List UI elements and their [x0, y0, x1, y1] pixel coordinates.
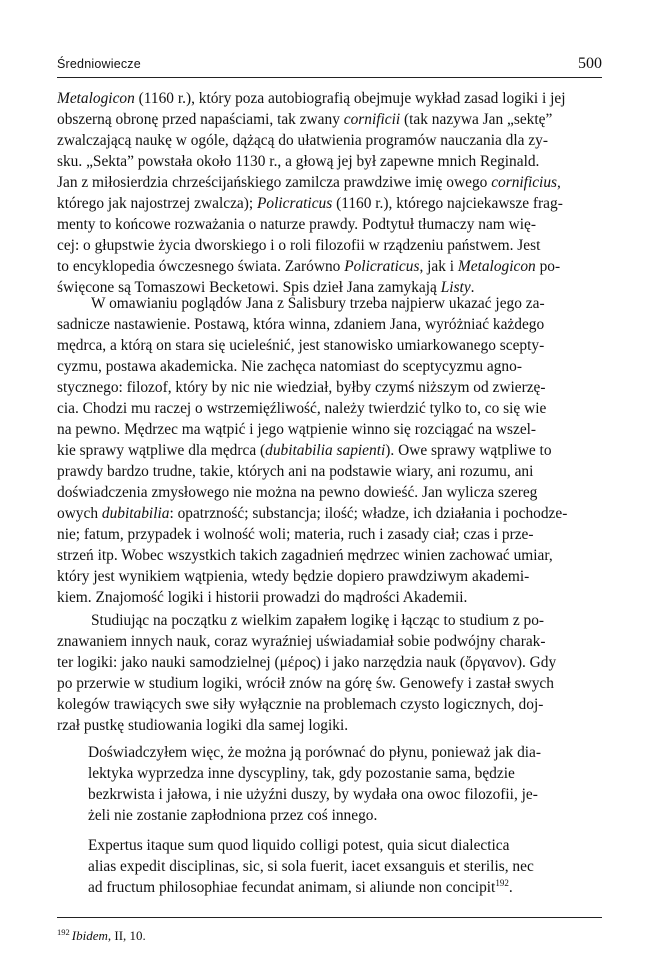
text-line	[57, 524, 602, 545]
text-segment: cej: o głupstwie życia dworskiego i o roli filozofii w rządzeniu państwem. Jest	[57, 237, 541, 254]
text-line	[57, 293, 602, 314]
text-segment: kolegów trawiących swe siły wyłącznie na problemach czysto logicznych, doj-	[57, 696, 544, 713]
text-line	[88, 784, 602, 805]
text-segment: doświadczenia zmysłowego nie można na pewno dowieść. Jan wylicza szereg	[57, 484, 538, 501]
text-segment: stycznego: filozof, który by nic nie wiedział, byłby czymś niższym od zwierzę-	[57, 379, 546, 396]
text-segment: to encyklopedia ówczesnego świata. Zarówno	[57, 258, 345, 275]
text-line	[57, 440, 602, 461]
text-line	[57, 398, 602, 419]
text-line	[57, 256, 602, 277]
text-segment: żeli nie zostanie zapłodniona przez coś innego.	[88, 807, 378, 824]
text-line	[57, 461, 602, 482]
text-line	[57, 503, 602, 524]
footnote-reference: 192	[495, 877, 509, 888]
footnote-locator: , II, 10.	[107, 928, 146, 943]
footnote-source: Ibidem	[71, 928, 108, 943]
text-segment: który jest wynikiem wątpienia, wtedy będzie dopiero prawdziwym akademi-	[57, 568, 530, 585]
text-segment: cia. Chodzi mu raczej o wstrzemięźliwość, należy twierdzić tylko to, co się wie	[57, 400, 547, 417]
text-line	[57, 377, 602, 398]
page-number: 500	[578, 55, 602, 72]
text-segment: zwalczającą naukę w ogóle, dążącą do ułatwienia programów nauczania dla zy-	[57, 132, 548, 149]
text-line	[57, 214, 602, 235]
text-segment: Policraticus	[256, 195, 333, 212]
text-line	[57, 587, 602, 608]
text-segment: Doświadczyłem więc, że można ją porównać do płynu, ponieważ jak dia-	[88, 744, 542, 761]
text-segment: Listy	[440, 279, 471, 296]
paragraph-works-description	[57, 88, 602, 298]
text-line	[57, 88, 602, 109]
text-segment: nie; fatum, przypadek i wolność woli; materia, ruch i zasady ciał; czas i prze-	[57, 526, 534, 543]
text-segment: ). Owe sprawy wątpliwe to	[385, 442, 552, 459]
chapter-title: Średniowiecze	[57, 57, 141, 71]
text-segment: obszerną obronę przed napaściami, tak zwany	[57, 111, 344, 128]
text-segment: cornificii	[343, 111, 401, 128]
text-segment: strzeń itp. Wobec wszystkich takich zagadnień mędrzec winien zachować umiar,	[57, 547, 553, 564]
text-line	[57, 694, 602, 715]
quote-latin-original	[88, 835, 602, 898]
footnote-divider	[57, 917, 602, 918]
text-segment: , jak i	[419, 258, 458, 275]
text-segment: kiem. Znajomość logiki i historii prowadzi do mądrości Akademii.	[57, 589, 468, 606]
text-line	[57, 631, 602, 652]
quote-polish-translation	[88, 742, 602, 826]
text-segment: (tak nazywa Jan „sektę”	[400, 111, 553, 128]
paragraph-logic-studies	[57, 610, 602, 736]
text-segment: po przerwie w studium logiki, wrócił znów na górę św. Genowefy i zastał swych	[57, 675, 554, 692]
text-segment: kie sprawy wątpliwe dla mędrca (	[57, 442, 266, 459]
text-line: ad fructum philosophiae fecundat animam, si aliunde non concipit$^{192}$.	[88, 877, 513, 896]
text-line	[57, 314, 602, 335]
text-segment: sku. „Sekta” powstała około 1130 r., a głową jej był zapewne mnich Reginald.	[57, 153, 540, 170]
text-segment: cornificius	[491, 174, 558, 191]
text-segment: Metalogicon	[57, 90, 135, 107]
text-segment: Policraticus	[344, 258, 420, 275]
text-line	[57, 419, 602, 440]
running-header	[57, 55, 602, 78]
text-segment: mędrca, a którą on stara się ucieleśnić, jest stanowisko umiarkowanego scepty-	[57, 337, 545, 354]
text-line	[88, 742, 602, 763]
text-segment: lektyka wyprzedza inne dyscypliny, tak, gdy pozostanie sama, będzie	[88, 765, 515, 782]
text-line	[57, 673, 602, 694]
text-segment: znawaniem innych nauk, coraz wyraźniej uświadamiał sobie podwójny charak-	[57, 633, 546, 650]
text-segment: owych	[57, 505, 102, 522]
text-segment: .	[470, 279, 475, 296]
text-segment: Expertus itaque sum quod liquido colligi potest, quia sicut dialectica	[88, 837, 510, 854]
text-segment: ter logiki: jako nauki samodzielnej (μέρος) i jako narzędzia nauk (ὄργανον). Gdy	[57, 654, 557, 671]
footnote	[57, 928, 602, 944]
text-segment: którego jak najostrzej zwalcza);	[57, 195, 257, 212]
text-segment: bezkrwista i jałowa, i nie użyźni duszy, by wydała ona owoc filozofii, je-	[88, 786, 538, 803]
text-segment: po-	[535, 258, 561, 275]
text-line	[88, 763, 602, 784]
text-line	[88, 805, 602, 826]
text-segment: dubitabilia	[101, 505, 170, 522]
text-segment: W omawianiu poglądów Jana z Salisbury trzeba najpierw ukazać jego za-	[91, 295, 545, 312]
text-line	[57, 482, 602, 503]
text-line	[57, 652, 602, 673]
text-line	[57, 545, 602, 566]
text-line	[57, 610, 602, 631]
text-line	[57, 356, 602, 377]
text-segment: (1160 r.), którego najciekawsze frag-	[332, 195, 563, 212]
text-segment: menty to końcowe rozważania o naturze prawdy. Podtytuł tłumaczy nam wię-	[57, 216, 536, 233]
text-segment: alias expedit disciplinas, sic, si sola fuerit, iacet exsanguis et sterilis, nec	[88, 858, 534, 875]
text-segment: dubitabilia sapienti	[265, 442, 386, 459]
text-line	[57, 151, 602, 172]
text-segment: ,	[557, 174, 561, 191]
text-line	[57, 130, 602, 151]
text-segment: rzał pustkę studiowania logiki dla samej logiki.	[57, 717, 349, 734]
text-segment: Studiując na początku z wielkim zapałem logikę i łącząc to studium z po-	[91, 612, 545, 629]
text-segment: Metalogicon	[457, 258, 536, 275]
paragraph-scepticism	[57, 293, 602, 608]
text-line	[57, 335, 602, 356]
text-segment: : opatrzność; substancja; ilość; władze, ich działania i pochodze-	[169, 505, 568, 522]
text-segment: prawdy bardzo trudne, takie, których ani na podstawie wiary, ani rozumu, ani	[57, 463, 534, 480]
text-line	[57, 235, 602, 256]
text-line	[57, 109, 602, 130]
text-segment: Jan z miłosierdzia chrześcijańskiego zamilcza prawdziwe imię owego	[57, 174, 492, 191]
text-segment: na pewno. Mędrzec ma wątpić i jego wątpienie winno się rozciągać na wszel-	[57, 421, 537, 438]
footnote-number: 192	[57, 926, 70, 937]
text-line	[88, 856, 602, 877]
text-line	[57, 566, 602, 587]
text-line	[88, 835, 602, 856]
text-segment: święcone są Tomaszowi Becketowi. Spis dzieł Jana zamykają	[57, 279, 441, 296]
text-segment: ad fructum philosophiae fecundat animam, si aliunde non concipit	[88, 879, 496, 896]
text-line	[57, 193, 602, 214]
text-segment: cyzmu, postawa akademicka. Nie zachęca natomiast do sceptycyzmu agno-	[57, 358, 522, 375]
text-line	[57, 172, 602, 193]
text-line	[57, 715, 602, 736]
text-segment: (1160 r.), który poza autobiografią obejmuje wykład zasad logiki i jej	[134, 90, 566, 107]
text-segment: sadnicze nastawienie. Postawą, która winna, zdaniem Jana, wyróżniać każdego	[57, 316, 545, 333]
